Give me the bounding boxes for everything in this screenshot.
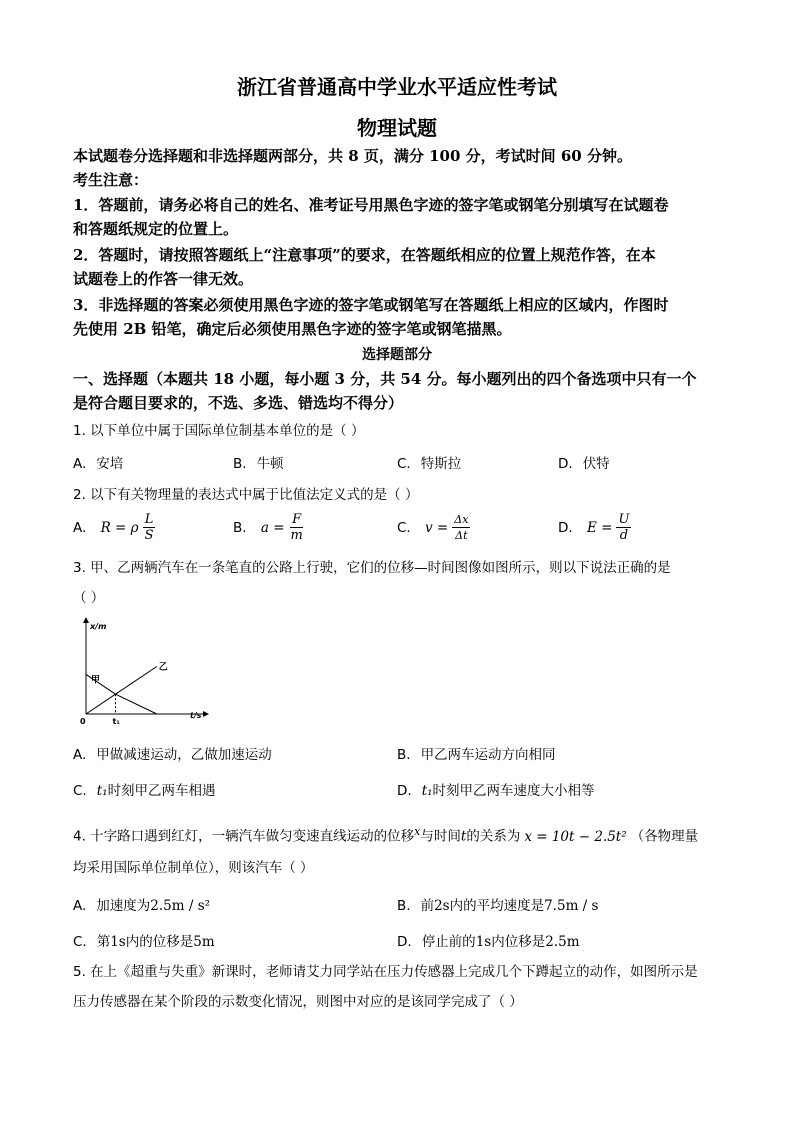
question-3-option-c <box>73 781 216 801</box>
question-2-option-d <box>558 512 631 543</box>
option-label: D. <box>558 519 573 536</box>
question-4-option-d <box>397 932 580 952</box>
question-1-stem: 1. 以下单位中属于国际单位制基本单位的是（ ） <box>73 423 365 439</box>
option-text: 加速度为 <box>96 898 151 914</box>
notice-3b: 先使用 2B 铅笔，确定后必须使用黑色字迹的签字笔或钢笔描黑。 <box>73 320 512 338</box>
option-label: A. <box>73 456 87 472</box>
denominator: S <box>144 528 154 543</box>
motion-equation: x = 10t − 2.5t² <box>524 828 627 845</box>
stem-part: 4. 十字路口遇到红灯，一辆汽车做匀变速直线运动的位移 <box>73 828 415 845</box>
question-3-option-b <box>397 745 556 765</box>
question-1-option-a <box>73 454 123 474</box>
question-4-option-c <box>73 932 215 952</box>
option-label: D. <box>558 456 573 472</box>
value: 2.5m / s² <box>150 898 211 914</box>
option-label: B. <box>233 519 247 536</box>
x-axis-label: t/s <box>190 711 202 720</box>
option-text: 牛顿 <box>256 456 284 472</box>
question-1-option-d <box>558 454 610 474</box>
option-label: A. <box>73 898 87 914</box>
formula <box>101 512 156 543</box>
question-3-option-d <box>397 781 595 801</box>
stem-part: 的关系为 <box>466 828 521 845</box>
variable-x: x <box>414 825 421 838</box>
intro-line: 本试题卷分选择题和非选择题两部分，共 8 页，满分 100 分，考试时间 60 分钟。 <box>73 147 632 165</box>
question-1-option-b <box>233 454 284 474</box>
series-label: 甲 <box>91 675 101 686</box>
option-text: 甲做减速运动，乙做加速运动 <box>96 747 272 763</box>
question-5-stem-a: 5. 在上《超重与失重》新课时，老师请艾力同学站在压力传感器上完成几个下蹲起立的动作，如图所示是 <box>73 964 698 980</box>
denominator: d <box>619 528 629 543</box>
formula-lhs: R = ρ <box>100 519 139 536</box>
formula-lhs: E = <box>586 519 613 536</box>
notice-2a: 2．答题时，请按照答题纸上“注意事项”的要求，在答题纸相应的位置上规范作答，在本 <box>73 246 656 264</box>
formula <box>261 512 305 543</box>
stem-part: （各物理量 <box>630 828 699 845</box>
question-4-stem-b: 均采用国际单位制单位），则该汽车（ ） <box>73 860 314 876</box>
fraction <box>616 512 631 543</box>
question-4-stem-a <box>73 822 698 847</box>
option-label: B. <box>397 898 411 914</box>
option-text: 内位移是 <box>491 934 546 950</box>
numerator: F <box>292 512 302 527</box>
fraction <box>452 512 470 543</box>
denominator: Δt <box>455 529 468 542</box>
option-text: 时刻甲乙两车相遇 <box>107 783 216 799</box>
notice-heading: 考生注意： <box>73 171 149 189</box>
section-heading-a: 一、选择题（本题共 18 小题，每小题 3 分，共 54 分。每小题列出的四个备选项中只有一个 <box>73 370 697 388</box>
stem-part: 与时间 <box>420 828 461 845</box>
exam-title: 浙江省普通高中学业水平适应性考试 <box>237 75 557 99</box>
option-label: C. <box>397 456 411 472</box>
formula <box>587 512 631 543</box>
notice-3a: 3．非选择题的答案必须使用黑色字迹的签字笔或钢笔写在答题纸上相应的区域内，作图时 <box>73 296 669 314</box>
option-label: B. <box>397 747 411 763</box>
question-3-stem-a: 3. 甲、乙两辆汽车在一条笔直的公路上行驶，它们的位移—时间图像如图所示，则以下说法正确的是 <box>73 560 671 576</box>
y-axis-label: x/m <box>90 622 107 631</box>
option-text: 第 <box>96 934 111 950</box>
question-2-option-c <box>397 512 470 543</box>
option-label: D. <box>397 783 412 799</box>
notice-2b: 试题卷上的作答一律无效。 <box>73 270 254 288</box>
numerator: U <box>618 512 630 527</box>
formula-lhs: v = <box>425 519 449 536</box>
time-variable: t₁ <box>96 783 108 799</box>
question-2-option-b <box>233 512 305 543</box>
value: 1s <box>475 934 492 950</box>
value: 7.5m / s <box>544 898 599 914</box>
denominator: m <box>290 528 303 543</box>
question-2-option-a <box>73 512 156 543</box>
formula-lhs: a = <box>260 519 285 536</box>
question-5-stem-b: 压力传感器在某个阶段的示数变化情况，则图中对应的是该同学完成了（ ） <box>73 994 523 1010</box>
time-variable: t₁ <box>421 783 433 799</box>
option-text: 安培 <box>96 456 124 472</box>
notice-1a: 1．答题前，请务必将自己的姓名、准考证号用黑色字迹的签字笔或钢笔分别填写在试题卷 <box>73 196 669 214</box>
value: 5m <box>193 934 215 950</box>
question-1-option-c <box>397 454 461 474</box>
question-4-option-a <box>73 896 210 916</box>
fraction <box>143 512 156 543</box>
option-label: A. <box>73 519 87 536</box>
origin-label: 0 <box>80 717 86 726</box>
x-tick-label: t₁ <box>112 717 120 726</box>
question-2-stem: 2. 以下有关物理量的表达式中属于比值法定义式的是（ ） <box>73 487 419 503</box>
value: 2.5m <box>545 934 580 950</box>
option-label: B. <box>233 456 247 472</box>
option-text: 停止前的 <box>421 934 476 950</box>
value: 1s <box>110 934 126 950</box>
formula <box>425 512 470 543</box>
option-text: 甲乙两车运动方向相同 <box>420 747 556 763</box>
option-text: 伏特 <box>582 456 610 472</box>
option-text: 特斯拉 <box>420 456 462 472</box>
position-time-chart <box>72 616 212 726</box>
option-label: C. <box>397 519 411 536</box>
option-label: A. <box>73 747 87 763</box>
question-3-stem-b: （ ） <box>73 590 105 606</box>
series-label: 乙 <box>158 662 168 673</box>
numerator: Δx <box>454 513 469 526</box>
option-text: 前 <box>420 898 435 914</box>
option-text: 时刻甲乙两车速度大小相等 <box>432 783 595 799</box>
fraction <box>289 512 305 543</box>
question-4-option-b <box>397 896 598 916</box>
section-heading-b: 是符合题目要求的，不选、多选、错选均不得分） <box>73 394 404 412</box>
exam-subtitle: 物理试题 <box>357 116 437 140</box>
option-text: 内的平均速度是 <box>449 898 545 914</box>
variable-t: t <box>460 828 467 845</box>
option-label: C. <box>73 783 87 799</box>
question-3-option-a <box>73 745 272 765</box>
series-line-2 <box>86 666 157 714</box>
section-name: 选择题部分 <box>362 347 432 363</box>
value: 2s <box>434 898 450 914</box>
option-text: 内的位移是 <box>125 934 194 950</box>
notice-1b: 和答题纸规定的位置上。 <box>73 220 239 238</box>
option-label: D. <box>397 934 412 950</box>
option-label: C. <box>73 934 87 950</box>
numerator: L <box>144 512 154 527</box>
